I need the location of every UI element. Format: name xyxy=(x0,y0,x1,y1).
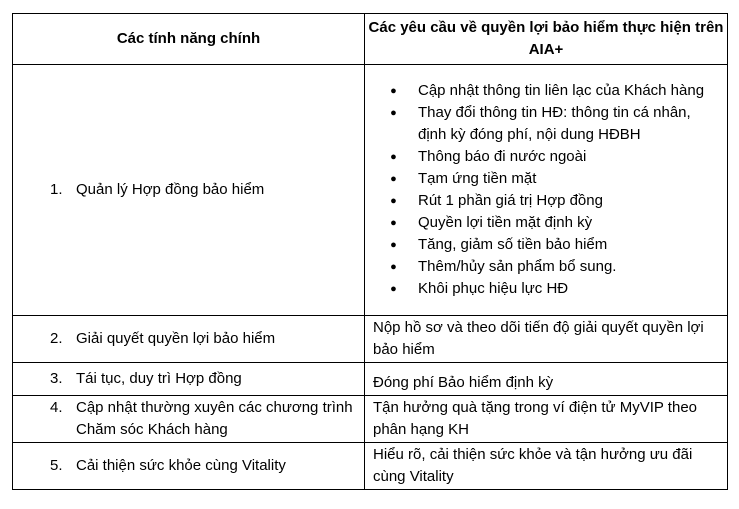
feature-cell xyxy=(13,443,365,490)
bullet-icon: ● xyxy=(390,261,397,273)
requirement-text: Tạm ứng tiền mặt xyxy=(418,170,537,187)
list-item xyxy=(365,256,723,278)
requirements-cell xyxy=(365,316,728,363)
requirement-text: Tận hưởng quà tặng trong ví điện tử MyVIP theo phân hạng KH xyxy=(373,399,698,438)
bullet-icon: ● xyxy=(390,107,397,119)
feature-cell xyxy=(13,363,365,396)
feature-text: Cải thiện sức khỏe cùng Vitality xyxy=(76,457,286,474)
requirement-text: Rút 1 phần giá trị Hợp đồng xyxy=(418,192,603,209)
list-item xyxy=(365,212,723,234)
row-number: 4. xyxy=(50,399,63,416)
list-item xyxy=(365,146,723,168)
header-features: Các tính năng chính xyxy=(13,14,365,65)
requirement-text: Nộp hồ sơ và theo dõi tiến độ giải quyết quyền lợi bảo hiểm xyxy=(373,319,704,358)
bullet-icon: ● xyxy=(390,85,397,97)
requirement-text: Thay đổi thông tin HĐ: thông tin cá nhân, định kỳ đóng phí, nội dung HĐBH xyxy=(418,104,691,143)
requirements-list xyxy=(365,80,727,300)
feature-cell xyxy=(13,396,365,443)
feature-text: Giải quyết quyền lợi bảo hiểm xyxy=(76,330,276,347)
requirements-cell xyxy=(365,363,728,396)
list-item xyxy=(365,168,723,190)
row-number: 2. xyxy=(50,330,63,347)
header-row xyxy=(13,14,728,65)
bullet-icon: ● xyxy=(390,283,397,295)
bullet-icon: ● xyxy=(390,195,397,207)
feature-cell xyxy=(13,65,365,316)
list-item xyxy=(365,190,723,212)
requirements-cell xyxy=(365,443,728,490)
requirement-text: Hiểu rõ, cải thiện sức khỏe và tận hưởng ưu đãi cùng Vitality xyxy=(373,446,693,485)
requirement-text: Đóng phí Bảo hiểm định kỳ xyxy=(373,374,554,391)
row-number: 5. xyxy=(50,457,63,474)
requirement-text: Cập nhật thông tin liên lạc của Khách hàng xyxy=(418,82,705,99)
list-item xyxy=(365,102,723,146)
requirements-cell xyxy=(365,396,728,443)
table-row xyxy=(13,396,728,443)
list-item xyxy=(365,80,723,102)
bullet-icon: ● xyxy=(390,173,397,185)
list-item xyxy=(365,278,723,300)
feature-text: Quản lý Hợp đồng bảo hiểm xyxy=(76,181,265,198)
row-number: 3. xyxy=(50,370,63,387)
requirements-cell xyxy=(365,65,728,316)
table-row xyxy=(13,443,728,490)
bullet-icon: ● xyxy=(390,217,397,229)
list-item xyxy=(365,234,723,256)
bullet-icon: ● xyxy=(390,239,397,251)
requirement-text: Quyền lợi tiền mặt định kỳ xyxy=(418,214,593,231)
feature-cell xyxy=(13,316,365,363)
header-requirements: Các yêu cầu về quyền lợi bảo hiểm thực hiện trên AIA+ xyxy=(365,14,728,65)
row-number: 1. xyxy=(50,181,63,198)
requirement-text: Thêm/hủy sản phẩm bổ sung. xyxy=(418,258,617,275)
feature-text: Cập nhật thường xuyên các chương trình Chăm sóc Khách hàng xyxy=(76,399,353,438)
table-row xyxy=(13,363,728,396)
requirement-text: Khôi phục hiệu lực HĐ xyxy=(418,280,569,297)
table-row xyxy=(13,65,728,316)
bullet-icon: ● xyxy=(390,151,397,163)
requirement-text: Thông báo đi nước ngoài xyxy=(418,148,587,165)
table-row xyxy=(13,316,728,363)
feature-text: Tái tục, duy trì Hợp đồng xyxy=(76,370,242,387)
requirement-text: Tăng, giảm số tiền bảo hiểm xyxy=(418,236,608,253)
features-table xyxy=(12,13,728,490)
